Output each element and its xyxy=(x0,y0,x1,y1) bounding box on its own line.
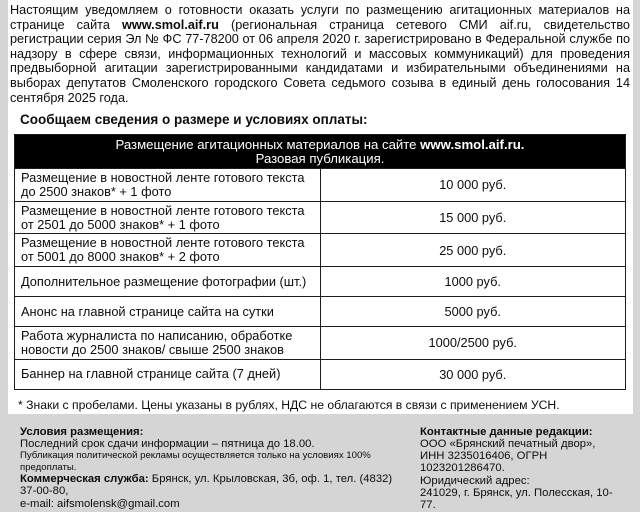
intro-paragraph xyxy=(10,3,630,105)
table-row xyxy=(15,234,626,267)
terms-prepayment: Публикация политической рекламы осуществляется только на условиях 100% предоплаты. xyxy=(20,450,371,473)
price-cell: 30 000 руб. xyxy=(320,359,626,389)
placement-terms-section xyxy=(20,426,408,512)
service-cell: Размещение в новостной ленте готового текста от 5001 до 8000 знаков* + 2 фото xyxy=(15,234,321,267)
terms-commercial xyxy=(20,473,408,498)
terms-email: e-mail: aifsmolensk@gmail.com xyxy=(20,497,180,510)
commercial-service-label: Коммерческая служба: xyxy=(20,473,149,486)
table-row xyxy=(15,326,626,359)
service-cell: Размещение в новостной ленте готового текста от 2501 до 5000 знаков* + 1 фото xyxy=(15,201,321,234)
table-header xyxy=(15,135,626,169)
service-cell: Размещение в новостной ленте готового текста до 2500 знаков* + 1 фото xyxy=(15,169,321,202)
service-cell: Работа журналиста по написанию, обработке новости до 2500 знаков/ свыше 2500 знаков xyxy=(15,326,321,359)
table-row xyxy=(15,201,626,234)
table-header-site: www.smol.aif.ru. xyxy=(420,137,525,153)
table-row xyxy=(15,169,626,202)
price-cell: 1000 руб. xyxy=(320,266,626,296)
intro-text-before: Настоящим уведомляем о готовности оказать услуги по размещению агитационных материалов на странице сайта xyxy=(10,3,630,32)
terms-heading: Условия размещения: xyxy=(20,425,144,438)
table-header-text: Размещение агитационных материалов на сайте xyxy=(115,137,421,153)
service-cell: Баннер на главной странице сайта (7 дней) xyxy=(15,359,321,389)
contacts-company: ООО «Брянский печатный двор», xyxy=(420,437,596,450)
commercial-service-address: Брянск, ул. Крыловская, 3б, оф. 1, тел. (4832) 37-00-80, xyxy=(20,473,393,498)
service-cell: Анонс на главной странице сайта на сутки xyxy=(15,296,321,326)
price-table xyxy=(14,134,626,389)
contacts-inn-ogrn: ИНН 3235016406, ОГРН 1023201286470. xyxy=(420,450,548,475)
price-cell: 15 000 руб. xyxy=(320,201,626,234)
table-row xyxy=(15,296,626,326)
price-cell: 5000 руб. xyxy=(320,296,626,326)
payment-heading: Сообщаем сведения о размере и условиях оплаты: xyxy=(20,112,368,128)
price-cell: 10 000 руб. xyxy=(320,169,626,202)
table-row xyxy=(15,266,626,296)
table-header-line2: Разовая публикация. xyxy=(255,150,385,166)
document-page xyxy=(8,0,633,512)
price-cell: 25 000 руб. xyxy=(320,234,626,267)
table-header-row xyxy=(15,135,626,169)
bottom-section xyxy=(8,426,633,512)
contacts-heading: Контактные данные редакции: xyxy=(420,425,593,438)
footnote: * Знаки с пробелами. Цены указаны в рублях, НДС не облагаются в связи с применением УСН. xyxy=(18,397,560,412)
table-row xyxy=(15,359,626,389)
price-cell: 1000/2500 руб. xyxy=(320,326,626,359)
contacts-address-label: Юридический адрес: xyxy=(420,474,530,487)
service-cell: Дополнительное размещение фотографии (шт.) xyxy=(15,266,321,296)
editorial-contacts-section xyxy=(420,426,625,512)
intro-text-after: (региональная страница сетевого СМИ aif.ru, свидетельство регистрации серия Эл № ФС 77-78200 от 06 апреля 2020 г. зарегистрировано в Федеральной службе по надзору в сфере связи, информационных технологий и массовых коммуникаций) для проведения предвыборной агитации зарегистрированными кандидатами и избирательными объединениями на выборах депутатов Смоленского городского Совета седьмого созыва в единый день голосования 14 сентября 2025 года. xyxy=(10,17,630,105)
terms-deadline: Последний срок сдачи информации – пятница до 18.00. xyxy=(20,437,315,450)
contacts-address: 241029, г. Брянск, ул. Полесская, 10-77. xyxy=(420,487,613,512)
intro-site-url: www.smol.aif.ru xyxy=(122,17,219,32)
